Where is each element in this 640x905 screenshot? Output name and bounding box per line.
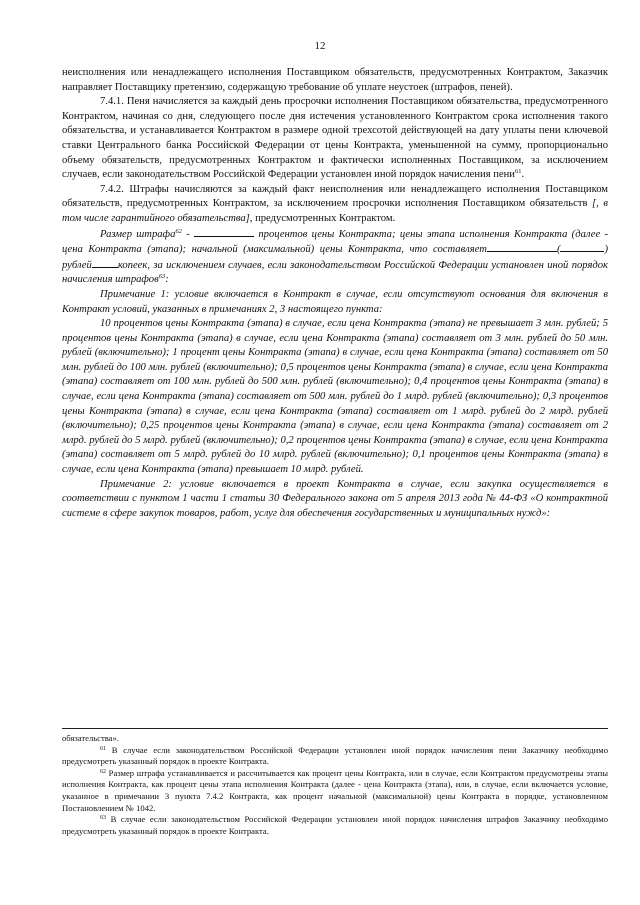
footnote-62-number: 62 <box>100 768 106 775</box>
footnote-62-text: Размер штрафа устанавливается и рассчитывается как процент цены Контракта, или в случае, если Контрактом предусмотрены этапы исполнения Контракта, как процент цены этапа исполнения Контракта (далее - цена Контракта (этапа), или, в случае, если включается условие, указанное в примечании 3 пункта 7.4.2 Контракта, как процент начальной (максимальной) цены Контракта в порядке, установленном Постановлением № 1042. <box>62 767 608 813</box>
note-2: Примечание 2: условие включается в проект Контракта в случае, если закупка осуществляется в соответствии с пунктом 1 части 1 статьи 30 Федерального закона от 5 апреля 2013 года № 44-ФЗ «О контрактной системе в сфере закупок товаров, работ, услуг для обеспечения государственных и муниципальных нужд»: <box>62 478 608 519</box>
footnote-63-number: 63 <box>100 815 106 822</box>
penalty-colon: : <box>165 274 169 286</box>
footnote-61-number: 61 <box>100 745 106 752</box>
amount-blank-field[interactable] <box>487 242 557 252</box>
penalty-size-text: процентов цены Контракта; цены этапа исполнения Контракта (далее - цена Контракта (этапа); начальной (максимальной) цены Контракта, что составляет <box>62 228 608 256</box>
clause-7-4-2-optional: [, в том числе гарантийного обязательства] <box>62 198 608 224</box>
footnotes <box>62 733 608 837</box>
penalty-size-tail: копеек, за исключением случаев, если законодательством Российской Федерации установлен иной порядок начисления штрафов <box>62 259 608 286</box>
clause-7-4-2-text: 7.4.2. Штрафы начисляются за каждый факт неисполнения или ненадлежащего исполнения Поставщиком обязательств, предусмотренных Контрактом, за исключением просрочки исполнения Поставщиком обязательств <box>62 183 608 210</box>
penalty-size-label: Размер штрафа <box>100 228 176 240</box>
clause-7-4-1 <box>62 95 608 183</box>
penalty-scale: 10 процентов цены Контракта (этапа) в случае, если цена Контракта (этапа) не превышает 3 млн. рублей; 5 процентов цены Контракта (этапа) в случае, если цена Контракта (этапа) составляет от 3 млн. рублей до 50 млн. рублей (включительно); 1 процент цены Контракта (этапа) в случае, если цена Контракта (этапа) составляет от 50 млн. рублей до 100 млн. рублей (включительно); 0,5 процентов цены Контракта (этапа) в случае, если цена Контракта (этапа) составляет от 100 млн. рублей до 500 млн. рублей (включительно); 0,4 процентов цены Контракта (этапа) в случае, если цена Контракта (этапа) составляет от 500 млн. рублей до 1 млрд. рублей (включительно); 0,3 процентов цены Контракта (этапа) в случае, если цена Контракта (этапа) составляет от 1 млрд. рублей до 2 млрд. рублей (включительно); 0,25 процентов цены Контракта (этапа) в случае, если цена Контракта (этапа) составляет от 2 млрд. рублей до 5 млрд. рублей (включительно); 0,2 процентов цены Контракта (этапа) в случае, если цена Контракта (этапа) составляет от 5 млрд. рублей до 10 млрд. рублей (включительно); 0,1 процентов цены Контракта (этапа) в случае, если цена Контракта (этапа) превышает 10 млрд. рублей. <box>62 318 608 476</box>
clause-7-4-1-end: . <box>521 169 525 181</box>
footnote-separator <box>62 728 608 729</box>
footnote-63-text: В случае если законодательством Российской Федерации установлен иной порядок начисления штрафов Заказчику необходимо предусмотреть указанный порядок в проекте Контракта. <box>62 814 608 836</box>
footnote-63 <box>62 814 608 837</box>
open-paren: ( <box>556 244 561 256</box>
footnote-ref-62[interactable]: 62 <box>175 227 182 235</box>
clause-7-4-2 <box>62 183 608 227</box>
percent-blank-field[interactable] <box>194 227 254 237</box>
footnote-continuation: обязательства». <box>62 733 119 743</box>
page-number: 12 <box>314 40 326 52</box>
amount-words-blank-field[interactable] <box>560 242 604 252</box>
footnote-61 <box>62 745 608 768</box>
kopecks-blank-field[interactable] <box>92 258 118 268</box>
footnote-ref-63[interactable]: 63 <box>158 273 166 281</box>
footnote-ref-61[interactable]: 61 <box>514 168 522 176</box>
note-1: Примечание 1: условие включается в Контракт в случае, если отсутствуют основания для включения в Контракт условий, указанных в примечаниях 2, 3 настоящего пункта: <box>62 288 608 315</box>
penalty-size-paragraph <box>62 227 608 288</box>
penalty-dash: - <box>181 228 195 240</box>
main-text <box>62 66 608 521</box>
paragraph-continuation: неисполнения или ненадлежащего исполнения Поставщиком обязательств, предусмотренных Контрактом, Заказчик направляет Поставщику претензию, содержащую требование об уплате неустоек (штрафов, пеней). <box>62 67 608 93</box>
footnote-62 <box>62 768 608 814</box>
rubles-text: ) рублей <box>62 244 608 271</box>
clause-7-4-1-text: 7.4.1. Пеня начисляется за каждый день просрочки исполнения Поставщиком обязательства, предусмотренного Контрактом, начиная со дня, следующего после дня истечения установленного Контрактом срока исполнения такого обязательства, и устанавливается Контрактом в размере одной трехсотой действующей на дату уплаты пени ключевой ставки Центрального банка Российской Федерации от цены Контракта, уменьшенной на сумму, пропорционально объему обязательств, предусмотренных Контрактом и фактически исполненных Поставщиком, за исключением случаев, если законодательством Российской Федерации установлен иной порядок начисления пени <box>62 96 608 181</box>
footnote-61-text: В случае если законодательством Российской Федерации установлен иной порядок начисления пени Заказчику необходимо предусмотреть указанный порядок в проекте Контракта. <box>62 744 608 767</box>
clause-7-4-2-end: , предусмотренных Контрактом. <box>249 212 396 224</box>
